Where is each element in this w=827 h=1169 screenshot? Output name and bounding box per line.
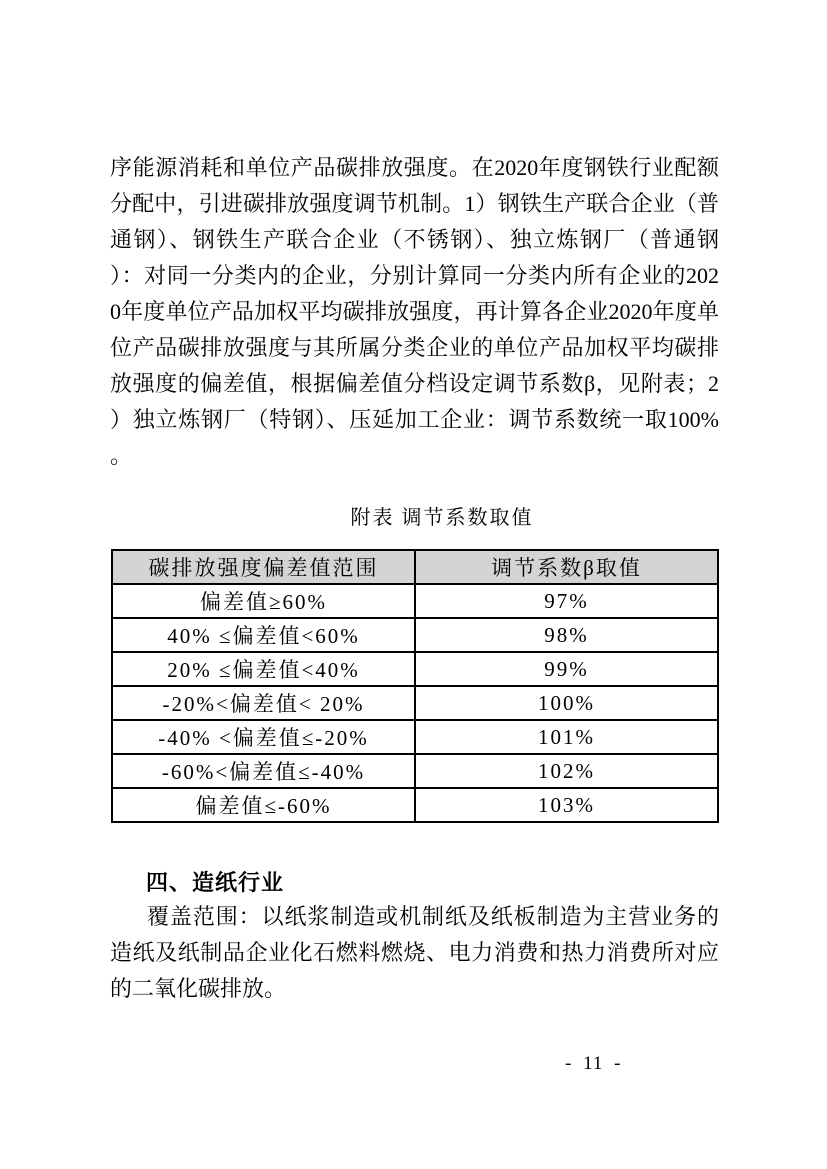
page-number: - 11 - <box>565 1053 622 1074</box>
paragraph-line: 分配中，引进碳排放强度调节机制。1）钢铁生产联合企业（普 <box>110 191 719 216</box>
paragraph-line: 的二氧化碳排放。 <box>110 976 287 1001</box>
paragraph-line: 。 <box>110 443 133 468</box>
adjustment-coefficient-table <box>111 549 719 823</box>
paragraph-line: 0年度单位产品加权平均碳排放强度，再计算各企业2020年度单 <box>110 299 719 324</box>
paragraph-line: ）：对同一分类内的企业，分别计算同一分类内所有企业的202 <box>110 263 719 288</box>
table-row <box>112 686 718 720</box>
coefficient-value-cell: 102% <box>415 754 718 788</box>
table-row <box>112 720 718 754</box>
coefficient-value-cell: 98% <box>415 618 718 652</box>
table-row <box>112 754 718 788</box>
header-cell-coefficient-value: 调节系数β取值 <box>415 550 718 584</box>
deviation-range-cell: 40% ≤偏差值<60% <box>112 618 415 652</box>
paragraph-line: 放强度的偏差值，根据偏差值分档设定调节系数β，见附表；2 <box>110 371 719 396</box>
paragraph-line: 序能源消耗和单位产品碳排放强度。在2020年度钢铁行业配额 <box>110 155 719 180</box>
paragraph-line: ）独立炼钢厂（特钢）、压延加工企业：调节系数统一取100% <box>110 407 719 432</box>
coefficient-value-cell: 97% <box>415 584 718 618</box>
deviation-range-cell: 偏差值≤-60% <box>112 788 415 822</box>
paragraph-line: 覆盖范围：以纸浆制造或机制纸及纸板制造为主营业务的 <box>147 904 719 929</box>
header-cell-deviation-range: 碳排放强度偏差值范围 <box>112 550 415 584</box>
coefficient-value-cell: 101% <box>415 720 718 754</box>
coefficient-value-cell: 100% <box>415 686 718 720</box>
paper-coverage-paragraph <box>110 899 719 1007</box>
table-row <box>112 618 718 652</box>
coefficient-value-cell: 99% <box>415 652 718 686</box>
paragraph-line: 通钢）、钢铁生产联合企业（不锈钢）、独立炼钢厂（普通钢 <box>110 227 719 252</box>
deviation-range-cell: -40% <偏差值≤-20% <box>112 720 415 754</box>
appendix-table-title: 附表 调节系数取值 <box>350 507 534 529</box>
intro-paragraph <box>110 150 719 474</box>
deviation-range-cell: -20%<偏差值< 20% <box>112 686 415 720</box>
table-row <box>112 652 718 686</box>
paragraph-line: 位产品碳排放强度与其所属分类企业的单位产品加权平均碳排 <box>110 335 719 360</box>
table-row <box>112 584 718 618</box>
coefficient-value-cell: 103% <box>415 788 718 822</box>
deviation-range-cell: 偏差值≥60% <box>112 584 415 618</box>
deviation-range-cell: -60%<偏差值≤-40% <box>112 754 415 788</box>
paragraph-line: 造纸及纸制品企业化石燃料燃烧、电力消费和热力消费所对应 <box>110 940 719 965</box>
table-row <box>112 788 718 822</box>
table-header-row <box>112 550 718 584</box>
section-heading-paper-industry: 四、造纸行业 <box>146 870 285 895</box>
deviation-range-cell: 20% ≤偏差值<40% <box>112 652 415 686</box>
